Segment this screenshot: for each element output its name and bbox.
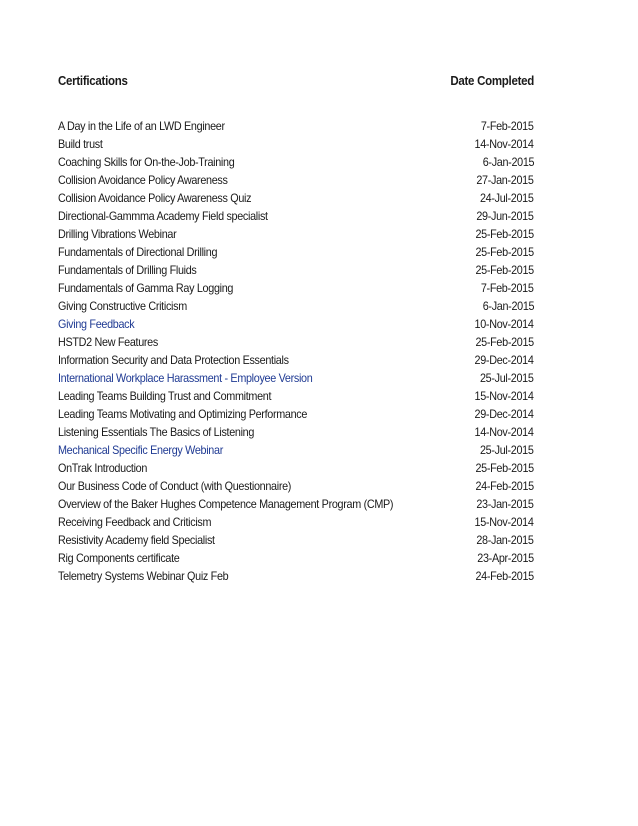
- certification-row: [58, 351, 534, 369]
- certification-name: A Day in the Life of an LWD Engineer: [58, 119, 225, 133]
- date-completed: 14-Nov-2014: [475, 425, 534, 439]
- certification-row: [58, 189, 534, 207]
- certifications-heading: Certifications: [58, 74, 128, 88]
- certification-name: Leading Teams Motivating and Optimizing Performance: [58, 407, 308, 421]
- certification-row: [58, 459, 534, 477]
- certification-row: [58, 477, 534, 495]
- certification-name: Giving Constructive Criticism: [58, 299, 187, 313]
- certification-name: HSTD2 New Features: [58, 335, 158, 349]
- certification-name: Build trust: [58, 137, 103, 151]
- certification-row: [58, 549, 534, 567]
- date-completed: 23-Jan-2015: [476, 497, 534, 511]
- date-completed: 6-Jan-2015: [482, 299, 534, 313]
- date-completed: 25-Jul-2015: [480, 443, 534, 457]
- certification-name: Resistivity Academy field Specialist: [58, 533, 215, 547]
- date-completed: 25-Feb-2015: [475, 227, 534, 241]
- certification-name: Fundamentals of Drilling Fluids: [58, 263, 197, 277]
- date-completed: 15-Nov-2014: [475, 389, 534, 403]
- certification-row: [58, 117, 534, 135]
- date-completed: 29-Dec-2014: [475, 353, 534, 367]
- certification-name: Collision Avoidance Policy Awareness: [58, 173, 228, 187]
- certification-row: [58, 207, 534, 225]
- certification-row[interactable]: [58, 441, 534, 459]
- date-completed: 6-Jan-2015: [482, 155, 534, 169]
- date-completed: 29-Jun-2015: [476, 209, 534, 223]
- certification-name: Rig Components certificate: [58, 551, 180, 565]
- certification-row: [58, 135, 534, 153]
- certification-name: Fundamentals of Directional Drilling: [58, 245, 218, 259]
- certification-name: Collision Avoidance Policy Awareness Quiz: [58, 191, 252, 205]
- certification-row: [58, 225, 534, 243]
- certification-row: [58, 387, 534, 405]
- certification-name: Coaching Skills for On-the-Job-Training: [58, 155, 235, 169]
- certifications-document: [58, 74, 534, 585]
- certification-row: [58, 171, 534, 189]
- certification-row: [58, 297, 534, 315]
- certification-name: Receiving Feedback and Criticism: [58, 515, 212, 529]
- certification-name: Leading Teams Building Trust and Commitment: [58, 389, 272, 403]
- date-completed: 7-Feb-2015: [481, 281, 534, 295]
- certification-name: Overview of the Baker Hughes Competence Management Program (CMP): [58, 497, 394, 511]
- certification-row: [58, 513, 534, 531]
- date-completed: 25-Jul-2015: [480, 371, 534, 385]
- date-completed: 25-Feb-2015: [475, 461, 534, 475]
- table-header: [58, 74, 534, 92]
- certification-row[interactable]: [58, 369, 534, 387]
- certification-row: [58, 279, 534, 297]
- certification-list: [58, 117, 534, 585]
- date-completed-heading: Date Completed: [450, 74, 535, 88]
- certification-row: [58, 567, 534, 585]
- date-completed: 7-Feb-2015: [481, 119, 534, 133]
- certification-row: [58, 153, 534, 171]
- date-completed: 25-Feb-2015: [475, 263, 534, 277]
- certification-link[interactable]: International Workplace Harassment - Employee Version: [58, 371, 313, 385]
- date-completed: 15-Nov-2014: [475, 515, 534, 529]
- date-completed: 14-Nov-2014: [475, 137, 534, 151]
- certification-row: [58, 261, 534, 279]
- certification-link[interactable]: Mechanical Specific Energy Webinar: [58, 443, 223, 457]
- certification-name: Directional-Gammma Academy Field specialist: [58, 209, 268, 223]
- date-completed: 27-Jan-2015: [476, 173, 534, 187]
- certification-row: [58, 423, 534, 441]
- certification-name: Fundamentals of Gamma Ray Logging: [58, 281, 234, 295]
- certification-name: Information Security and Data Protection Essentials: [58, 353, 289, 367]
- certification-row: [58, 243, 534, 261]
- date-completed: 25-Feb-2015: [475, 245, 534, 259]
- date-completed: 29-Dec-2014: [475, 407, 534, 421]
- certification-row: [58, 495, 534, 513]
- certification-name: OnTrak Introduction: [58, 461, 148, 475]
- date-completed: 23-Apr-2015: [477, 551, 534, 565]
- certification-row: [58, 531, 534, 549]
- date-completed: 25-Feb-2015: [475, 335, 534, 349]
- date-completed: 10-Nov-2014: [475, 317, 534, 331]
- certification-row: [58, 333, 534, 351]
- certification-row: [58, 405, 534, 423]
- certification-link[interactable]: Giving Feedback: [58, 317, 135, 331]
- date-completed: 24-Feb-2015: [475, 479, 534, 493]
- certification-name: Listening Essentials The Basics of Listening: [58, 425, 255, 439]
- certification-name: Our Business Code of Conduct (with Questionnaire): [58, 479, 292, 493]
- date-completed: 24-Jul-2015: [480, 191, 534, 205]
- certification-row[interactable]: [58, 315, 534, 333]
- certification-name: Drilling Vibrations Webinar: [58, 227, 177, 241]
- certification-name: Telemetry Systems Webinar Quiz Feb: [58, 569, 229, 583]
- date-completed: 24-Feb-2015: [475, 569, 534, 583]
- date-completed: 28-Jan-2015: [476, 533, 534, 547]
